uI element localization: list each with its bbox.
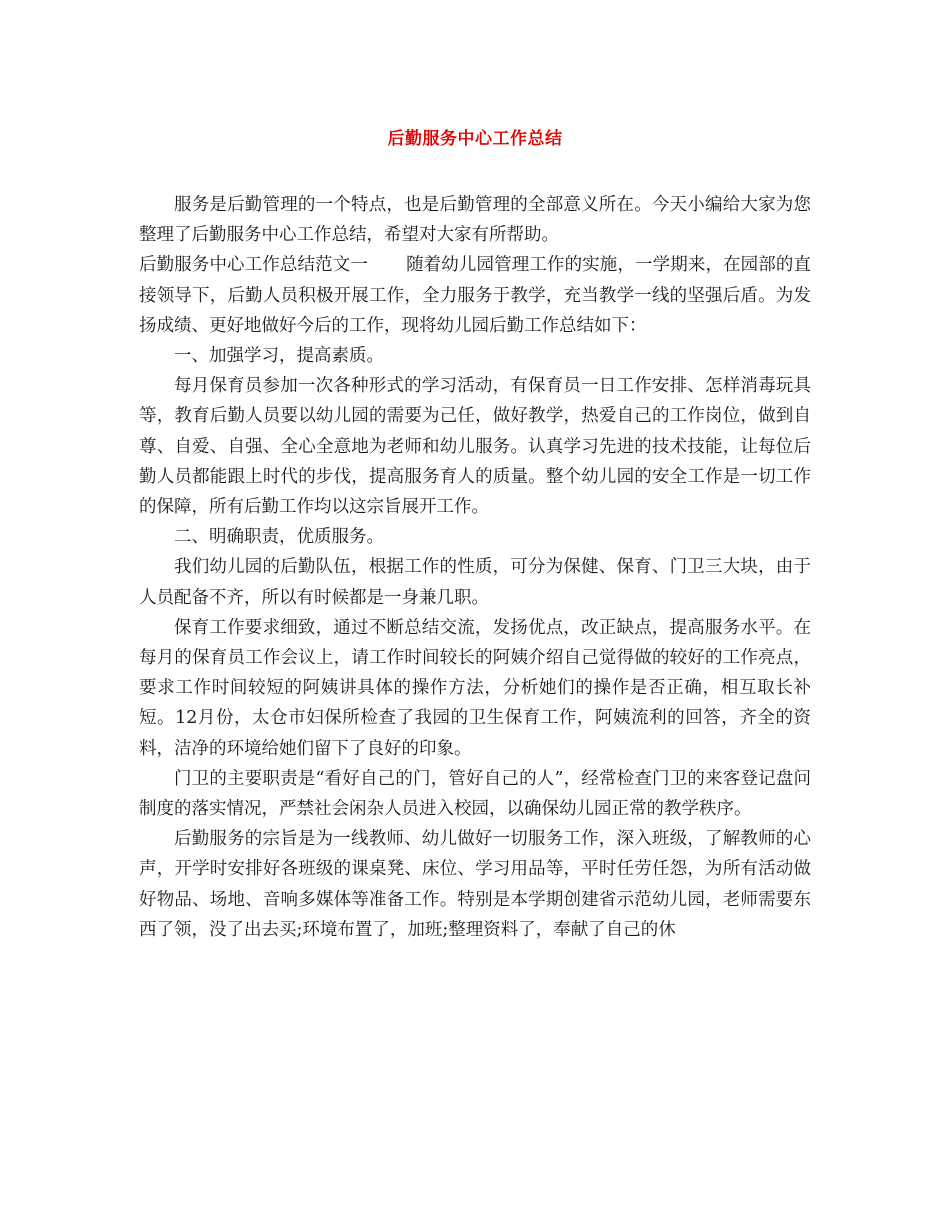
sample-intro-text: 随着幼儿园管理工作的实施，一学期来，在园部的直接领导下，后勤人员积极开展工作，全力服务于教学，充当教学一线的坚强后盾。为发扬成绩、更好地做好今后的工作，现将幼儿园后勤工作总结如下： [139,255,812,336]
sample-heading: 后勤服务中心工作总结范文一 [139,255,368,276]
section-2-paragraph-1: 我们幼儿园的后勤队伍，根据工作的性质，可分为保健、保育、门卫三大块，由于人员配备不齐，所以有时候都是一身兼几职。 [139,557,811,608]
section-2-paragraph-4: 后勤服务的宗旨是为一线教师、幼儿做好一切服务工作，深入班级，了解教师的心声，开学时安排好各班级的课桌凳、床位、学习用品等，平时任劳任怨，为所有活动做好物品、场地、音响多媒体等准备工作。特别是本学期创建省示范幼儿园，老师需要东西了领，没了出去买;环境布置了，加班;整理资料了，奉献了自己的休 [139,829,811,940]
section-heading-2: 二、明确职责，优质服务。 [174,527,384,548]
section-2-paragraph-2: 保育工作要求细致，通过不断总结交流，发扬优点，改正缺点，提高服务水平。在每月的保育员工作会议上，请工作时间较长的阿姨介绍自己觉得做的较好的工作亮点，要求工作时间较短的阿姨讲具体的操作方法，分析她们的操作是否正确，相互取长补短。12月份，太仓市妇保所检查了我园的卫生保育工作，阿姨流利的回答，齐全的资料，洁净的环境给她们留下了良好的印象。 [139,617,811,759]
section-2-paragraph-3: 门卫的主要职责是“看好自己的门，管好自己的人”，经常检查门卫的来客登记盘问制度的落实情况，严禁社会闲杂人员进入校园，以确保幼儿园正常的教学秩序。 [139,768,811,820]
document-title: 后勤服务中心工作总结 [387,129,563,149]
intro-paragraph: 服务是后勤管理的一个特点，也是后勤管理的全部意义所在。今天小编给大家为您整理了后勤服务中心工作总结，希望对大家有所帮助。 [139,195,811,246]
sample-paragraph [139,250,811,341]
section-heading-1: 一、加强学习，提高素质。 [174,346,384,367]
section-1-paragraph: 每月保育员参加一次各种形式的学习活动，有保育员一日工作安排、怎样消毒玩具等，教育后勤人员要以幼儿园的需要为己任，做好教学，热爱自己的工作岗位，做到自尊、自爱、自强、全心全意地为老师和幼儿服务。认真学习先进的技术技能，让每位后勤人员都能跟上时代的步伐，提高服务育人的质量。整个幼儿园的安全工作是一切工作的保障，所有后勤工作均以这宗旨展开工作。 [139,376,811,518]
document-body [139,190,811,945]
